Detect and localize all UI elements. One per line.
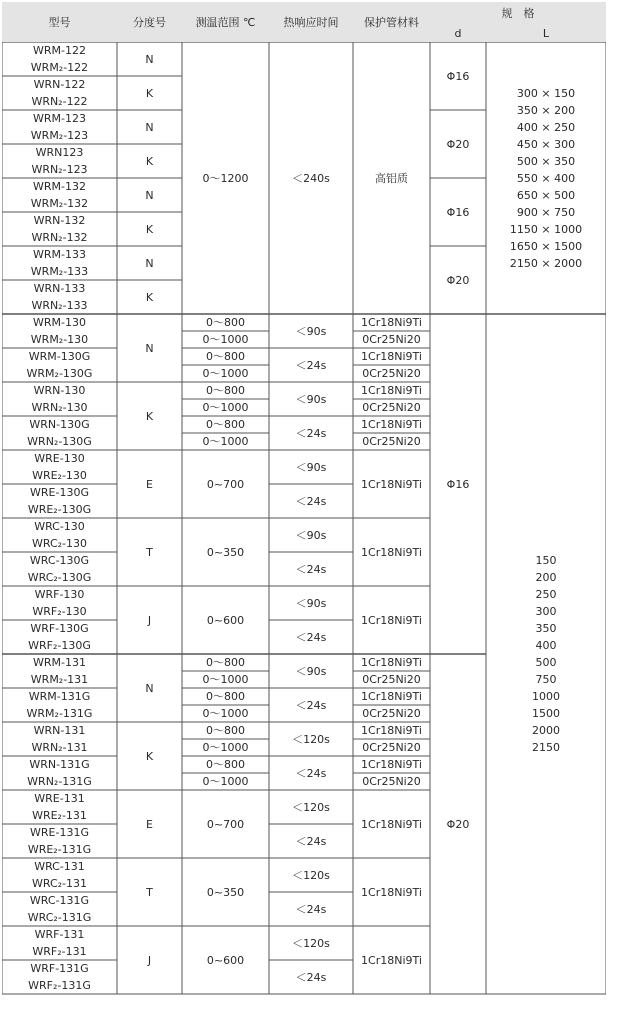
graduation-cell: J (147, 953, 152, 967)
model-cell-line: WRE₂-131G (27, 843, 92, 856)
model-cell-line: WRC-131 (34, 860, 85, 873)
range-cell: 0～800 (206, 690, 245, 703)
range-cell: 0～800 (206, 418, 245, 431)
model-cell-line: WRE₂-130 (32, 469, 87, 482)
graduation-cell: T (146, 545, 153, 559)
diameter-cell: Φ20 (446, 273, 470, 287)
response-cell: ＜90s (295, 664, 327, 678)
material-cell: 1Cr18Ni9Ti (361, 477, 422, 491)
graduation-cell: N (145, 256, 154, 270)
model-cell-line: WRM₂-130G (26, 367, 93, 380)
model-cell-line: WRM-130G (28, 350, 91, 363)
model-cell-line: WRC₂-131G (27, 911, 92, 924)
model-cell (2, 382, 117, 416)
header-d: d (430, 24, 486, 42)
response-cell: ＜90s (295, 528, 327, 542)
material-cell: 高铝质 (375, 171, 408, 185)
graduation-cell: N (145, 681, 154, 695)
material-cell: 0Cr25Ni20 (362, 367, 421, 380)
length-list-line: 350 (535, 622, 557, 635)
graduation-cell: K (145, 222, 154, 236)
length-list-line: 550 × 400 (516, 171, 576, 185)
response-cell: ＜90s (295, 392, 327, 406)
model-cell (2, 552, 117, 586)
length-list-line: 150 (535, 554, 557, 567)
model-cell-line: WRM-131G (28, 690, 91, 703)
model-cell-line: WRM₂-122 (30, 61, 89, 74)
response-cell: ＜120s (292, 800, 330, 814)
range-cell: 0～1000 (202, 401, 249, 414)
response-cell: ＜24s (295, 970, 327, 984)
model-cell-line: WRM-123 (33, 112, 86, 125)
response-cell: ＜120s (292, 936, 330, 950)
model-cell-line: WRN₂-131G (27, 775, 92, 788)
model-cell-line: WRM-131 (33, 656, 86, 669)
range-cell: 0～800 (206, 384, 245, 397)
model-cell-line: WRF-130G (30, 622, 89, 635)
range-cell: 0~600 (206, 953, 245, 967)
model-cell-line: WRC₂-130 (31, 537, 88, 550)
range-cell: 0～800 (206, 316, 245, 329)
length-list-line: 400 (535, 639, 557, 652)
header-model: 型号 (2, 2, 117, 42)
response-cell: ＜120s (292, 868, 330, 882)
length-list-line: 500 (535, 656, 557, 669)
model-cell-line: WRC₂-130G (27, 571, 92, 584)
length-list-line: 450 × 300 (516, 137, 576, 151)
model-cell-line: WRM-122 (33, 44, 86, 57)
length-list-line: 650 × 500 (516, 188, 576, 202)
material-cell: 0Cr25Ni20 (362, 775, 421, 788)
material-cell: 1Cr18Ni9Ti (361, 545, 422, 559)
model-cell-line: WRN₂-133 (31, 299, 88, 312)
length-list-line: 400 × 250 (516, 120, 576, 134)
diameter-cell: Φ20 (446, 137, 470, 151)
material-cell: 0Cr25Ni20 (362, 333, 421, 346)
model-cell-line: WRM₂-132 (30, 197, 89, 210)
model-cell-line: WRC₂-131 (31, 877, 88, 890)
material-cell: 1Cr18Ni9Ti (361, 316, 422, 329)
model-cell (2, 484, 117, 518)
model-cell-line: WRM₂-131 (30, 673, 89, 686)
diameter-cell: Φ20 (446, 817, 470, 831)
range-cell: 0～1000 (202, 333, 249, 346)
range-cell: 0～800 (206, 350, 245, 363)
response-cell: ＜120s (292, 732, 330, 746)
response-cell: ＜24s (295, 562, 327, 576)
length-list-line: 1150 × 1000 (509, 222, 583, 236)
response-cell: ＜24s (295, 902, 327, 916)
range-cell: 0～1000 (202, 367, 249, 380)
length-list-line: 300 (535, 605, 557, 618)
model-cell (2, 586, 117, 620)
length-list-line: 300 × 150 (516, 86, 576, 100)
material-cell: 1Cr18Ni9Ti (361, 690, 422, 703)
material-cell: 0Cr25Ni20 (362, 673, 421, 686)
material-cell: 0Cr25Ni20 (362, 401, 421, 414)
model-cell (2, 110, 117, 144)
model-cell (2, 960, 117, 994)
material-cell: 0Cr25Ni20 (362, 707, 421, 720)
model-cell (2, 212, 117, 246)
model-cell-line: WRM-133 (33, 248, 86, 261)
model-cell-line: WRN₂-132 (31, 231, 88, 244)
diameter-cell: Φ16 (446, 69, 470, 83)
model-cell-line: WRF₂-130 (32, 605, 87, 618)
range-cell: 0～1000 (202, 673, 249, 686)
header-range: 测温范围 ℃ (182, 2, 269, 42)
model-cell-line: WRM₂-133 (30, 265, 89, 278)
length-list (486, 42, 606, 314)
model-cell-line: WRC-130G (29, 554, 90, 567)
spec-table (2, 2, 606, 1008)
model-cell (2, 280, 117, 314)
diameter-cell: Φ16 (446, 477, 470, 491)
length-list-line: 250 (535, 588, 557, 601)
range-cell: 0～800 (206, 724, 245, 737)
response-cell: ＜24s (295, 358, 327, 372)
model-cell-line: WRC-131G (29, 894, 90, 907)
model-cell-line: WRF-131G (30, 962, 89, 975)
response-cell: ＜24s (295, 698, 327, 712)
range-cell: 0~700 (206, 817, 245, 831)
model-cell (2, 518, 117, 552)
material-cell: 0Cr25Ni20 (362, 741, 421, 754)
range-cell: 0~350 (206, 885, 245, 899)
material-cell: 0Cr25Ni20 (362, 435, 421, 448)
model-cell (2, 42, 117, 76)
model-cell-line: WRN₂-123 (31, 163, 88, 176)
response-cell: ＜90s (295, 596, 327, 610)
model-cell (2, 76, 117, 110)
response-cell: ＜24s (295, 630, 327, 644)
response-cell: ＜90s (295, 460, 327, 474)
diameter-cell: Φ16 (446, 205, 470, 219)
material-cell: 1Cr18Ni9Ti (361, 656, 422, 669)
length-list-line: 1500 (532, 707, 560, 720)
material-cell: 1Cr18Ni9Ti (361, 418, 422, 431)
model-cell (2, 450, 117, 484)
length-list-line: 350 × 200 (516, 103, 576, 117)
material-cell: 1Cr18Ni9Ti (361, 350, 422, 363)
length-list-line: 2150 (532, 741, 560, 754)
model-cell-line: WRN₂-131 (31, 741, 88, 754)
response-cell: ＜24s (295, 494, 327, 508)
graduation-cell: K (145, 86, 154, 100)
model-cell (2, 892, 117, 926)
model-cell (2, 756, 117, 790)
model-cell (2, 722, 117, 756)
model-cell-line: WRM-132 (33, 180, 86, 193)
length-list-line: 900 × 750 (516, 205, 576, 219)
model-cell (2, 416, 117, 450)
model-cell-line: WRN-132 (33, 214, 86, 227)
length-list-line: 1650 × 1500 (509, 239, 583, 253)
model-cell (2, 688, 117, 722)
model-cell-line: WRM₂-130 (30, 333, 89, 346)
model-cell (2, 144, 117, 178)
model-cell-line: WRN₂-130G (27, 435, 92, 448)
graduation-cell: K (145, 409, 154, 423)
model-cell-line: WRN-122 (33, 78, 86, 91)
graduation-cell: N (145, 188, 154, 202)
range-cell: 0～800 (206, 656, 245, 669)
graduation-cell: K (145, 749, 154, 763)
material-cell: 1Cr18Ni9Ti (361, 613, 422, 627)
model-cell-line: WRE-130 (34, 452, 85, 465)
model-cell (2, 178, 117, 212)
model-cell-line: WRN-130 (33, 384, 86, 397)
length-list-line: 200 (535, 571, 557, 584)
model-cell (2, 926, 117, 960)
model-cell (2, 858, 117, 892)
graduation-cell: N (145, 341, 154, 355)
model-cell (2, 824, 117, 858)
model-cell-line: WRN-133 (33, 282, 86, 295)
model-cell-line: WRN₂-122 (31, 95, 88, 108)
range-cell: 0~600 (206, 613, 245, 627)
graduation-cell: K (145, 290, 154, 304)
length-list-line: 500 × 350 (516, 154, 576, 168)
model-cell-line: WRE-131 (34, 792, 85, 805)
model-cell-line: WRN123 (35, 146, 84, 159)
graduation-cell: E (146, 817, 153, 831)
response-cell: ＜90s (295, 324, 327, 338)
graduation-cell: J (147, 613, 152, 627)
model-cell-line: WRF-131 (34, 928, 85, 941)
material-cell: 1Cr18Ni9Ti (361, 885, 422, 899)
model-cell-line: WRM-130 (33, 316, 86, 329)
graduation-cell: N (145, 120, 154, 134)
range-cell: 0～1200 (202, 171, 249, 185)
model-cell (2, 348, 117, 382)
material-cell: 1Cr18Ni9Ti (361, 817, 422, 831)
model-cell (2, 314, 117, 348)
material-cell: 1Cr18Ni9Ti (361, 724, 422, 737)
graduation-cell: T (146, 885, 153, 899)
model-cell-line: WRE-130G (30, 486, 89, 499)
material-cell: 1Cr18Ni9Ti (361, 758, 422, 771)
model-cell (2, 654, 117, 688)
length-list-line: 2150 × 2000 (509, 256, 583, 270)
model-cell (2, 620, 117, 654)
length-list-line: 1000 (532, 690, 560, 703)
model-cell-line: WRC-130 (34, 520, 85, 533)
length-list-line: 750 (535, 673, 557, 686)
response-cell: ＜24s (295, 834, 327, 848)
model-cell-line: WRN₂-130 (31, 401, 88, 414)
length-list (486, 314, 606, 994)
range-cell: 0～1000 (202, 741, 249, 754)
model-cell-line: WRN-131 (33, 724, 86, 737)
model-cell-line: WRF-130 (34, 588, 85, 601)
graduation-cell: E (146, 477, 153, 491)
header-response: 热响应时间 (269, 2, 353, 42)
model-cell-line: WRF₂-130G (28, 639, 91, 652)
range-cell: 0～800 (206, 758, 245, 771)
model-cell-line: WRF₂-131G (28, 979, 91, 992)
model-cell-line: WRE-131G (30, 826, 89, 839)
model-cell-line: WRM₂-123 (30, 129, 89, 142)
length-list-line: 2000 (532, 724, 560, 737)
response-cell: ＜240s (292, 171, 330, 185)
response-cell: ＜24s (295, 766, 327, 780)
graduation-cell: K (145, 154, 154, 168)
model-cell-line: WRN-130G (29, 418, 90, 431)
range-cell: 0～1000 (202, 435, 249, 448)
model-cell-line: WRN-131G (29, 758, 90, 771)
header-L: L (486, 24, 606, 42)
material-cell: 1Cr18Ni9Ti (361, 384, 422, 397)
model-cell (2, 246, 117, 280)
model-cell-line: WRF₂-131 (32, 945, 87, 958)
model-cell-line: WRE₂-131 (32, 809, 87, 822)
header-spec: 规 格 (430, 2, 606, 24)
response-cell: ＜24s (295, 426, 327, 440)
range-cell: 0~350 (206, 545, 245, 559)
model-cell-line: WRM₂-131G (26, 707, 93, 720)
header-material: 保护管材料 (353, 2, 430, 42)
material-cell: 1Cr18Ni9Ti (361, 953, 422, 967)
range-cell: 0~700 (206, 477, 245, 491)
model-cell (2, 790, 117, 824)
header-graduation: 分度号 (117, 2, 182, 42)
range-cell: 0～1000 (202, 775, 249, 788)
model-cell-line: WRE₂-130G (27, 503, 92, 516)
graduation-cell: N (145, 52, 154, 66)
range-cell: 0～1000 (202, 707, 249, 720)
